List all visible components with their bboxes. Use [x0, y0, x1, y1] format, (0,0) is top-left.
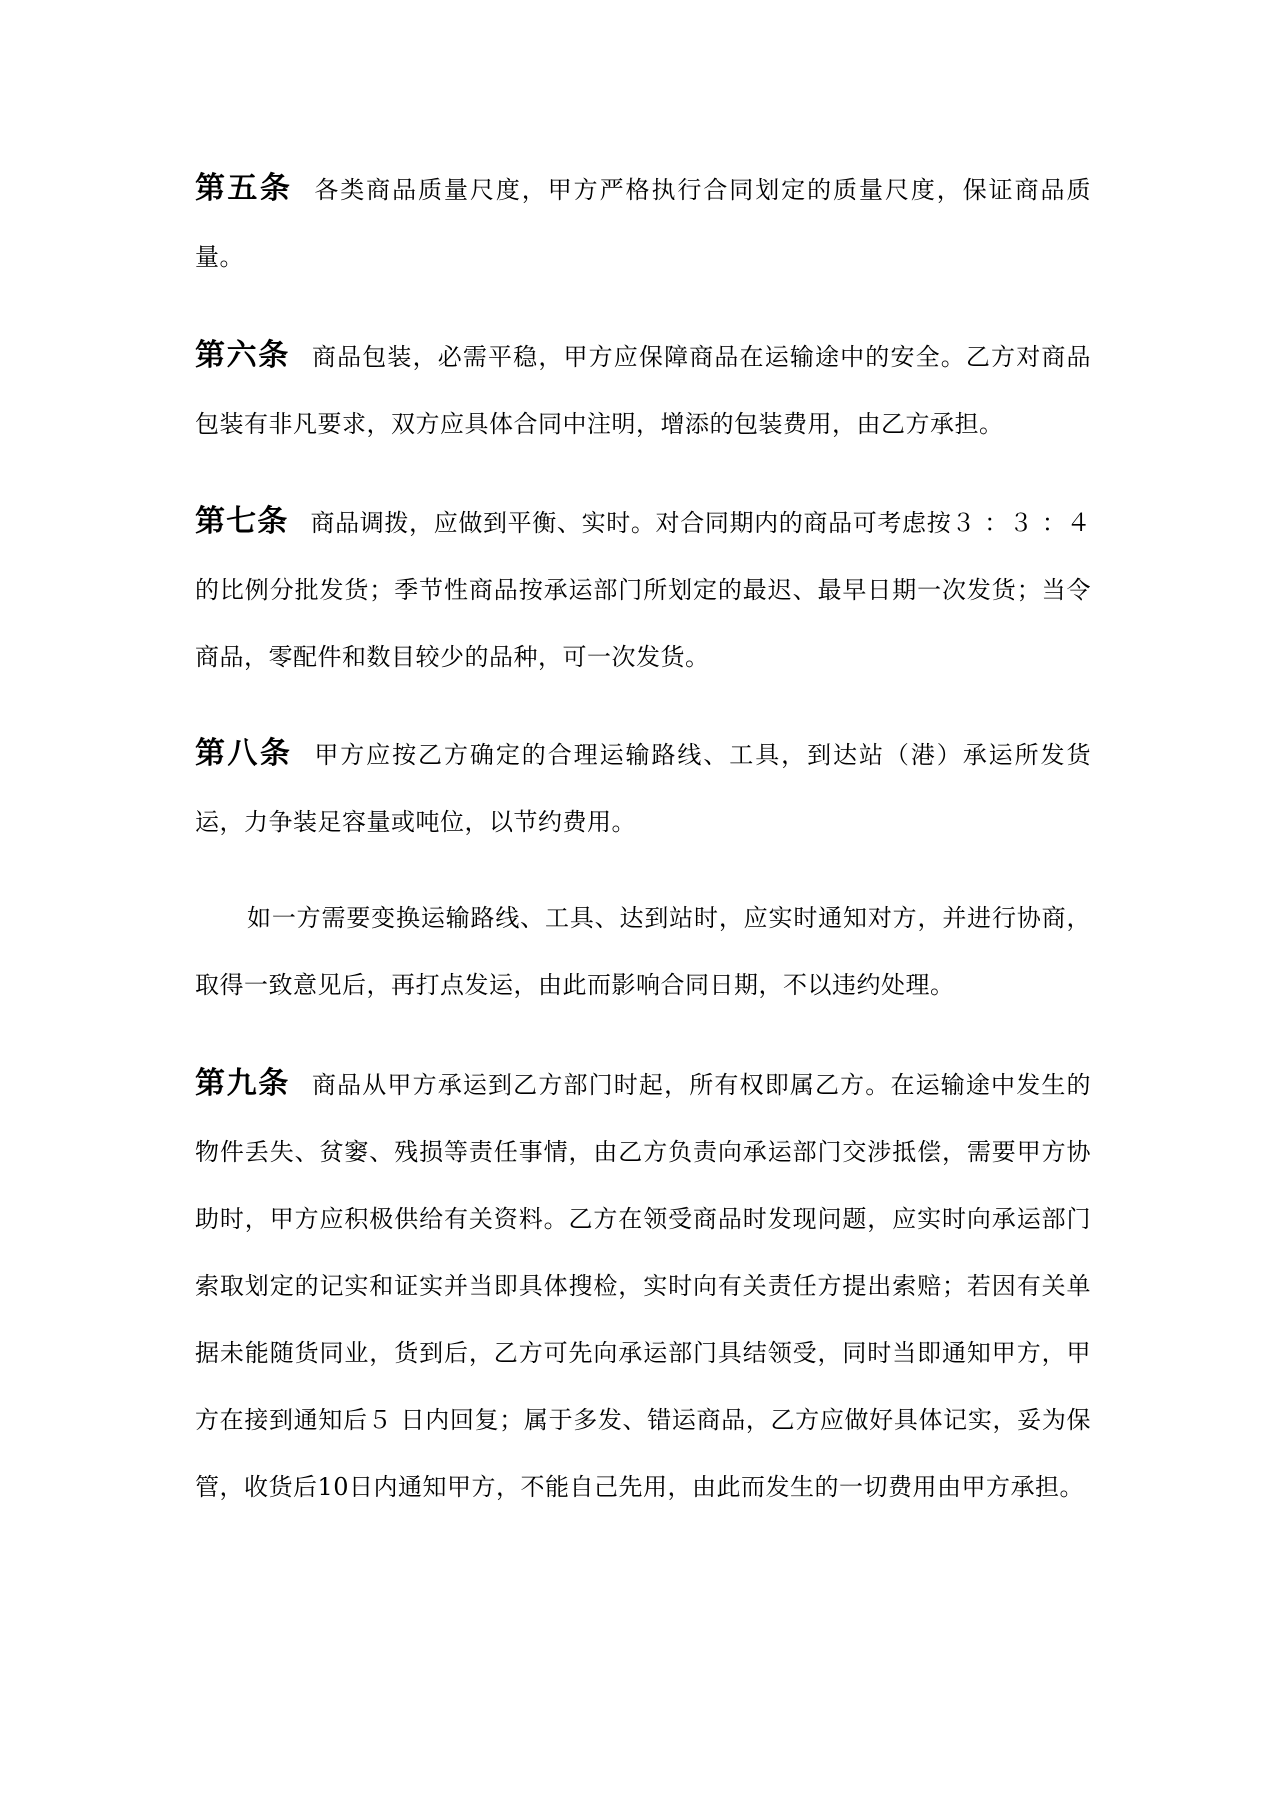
clause-9-heading: 第九条	[195, 1066, 290, 1101]
clause-8	[195, 720, 1091, 856]
clause-8-paragraph-2	[195, 885, 1091, 1019]
clause-5-text: 各类商品质量尺度，甲方严格执行合同划定的质量尺度，保证商品质量。	[195, 176, 1091, 271]
clause-6	[195, 322, 1091, 458]
clause-7-heading: 第七条	[195, 504, 289, 539]
clause-5	[195, 155, 1091, 291]
clause-8-paragraph-2-text: 如一方需要变换运输路线、工具、达到站时，应实时通知对方，并进行协商，取得一致意见后，再打点发运，由此而影响合同日期，不以违约处理。	[195, 904, 1091, 999]
clause-8-heading: 第八条	[195, 736, 293, 771]
clause-9	[195, 1050, 1091, 1521]
clause-6-text: 商品包装，必需平稳，甲方应保障商品在运输途中的安全。乙方对商品包装有非凡要求，双方应具体合同中注明，增添的包装费用，由乙方承担。	[195, 343, 1092, 438]
clause-5-heading: 第五条	[195, 171, 293, 206]
clause-9-text: 商品从甲方承运到乙方部门时起，所有权即属乙方。在运输途中发生的物件丢失、贫窭、残损等责任事情，由乙方负责向承运部门交涉抵偿，需要甲方协助时，甲方应积极供给有关资料。乙方在领受商品时发现问题，应实时向承运部门索取划定的记实和证实并当即具体搜检，实时向有关责任方提出索赔；若因有关单据未能随货同业，货到后，乙方可先向承运部门具结领受，同时当即通知甲方，甲方在接到通知后５ 日内回复；属于多发、错运商品，乙方应做好具体记实，妥为保管，收货后10日内通知甲方，不能自己先用，由此而发生的一切费用由甲方承担。	[195, 1071, 1092, 1501]
clause-7	[195, 488, 1091, 691]
clause-8-text: 甲方应按乙方确定的合理运输路线、工具，到达站（港）承运所发货运，力争装足容量或吨位，以节约费用。	[195, 741, 1091, 836]
clause-7-text: 商品调拨，应做到平衡、实时。对合同期内的商品可考虑按３ ：３ ：４ 的比例分批发货；季节性商品按承运部门所划定的最迟、最早日期一次发货；当令商品，零配件和数目较少的品种，可一次发货。	[195, 509, 1091, 671]
clause-6-heading: 第六条	[195, 338, 290, 373]
